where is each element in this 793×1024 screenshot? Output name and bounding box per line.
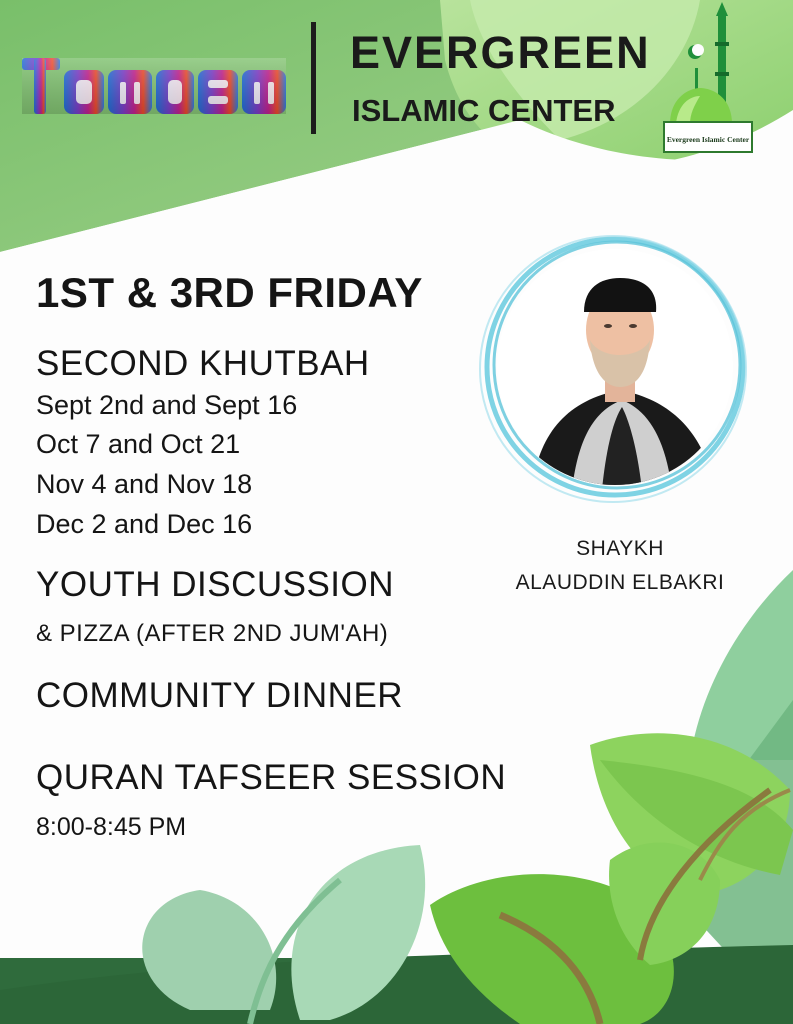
- youth-note: & PIZZA (AFTER 2ND JUM'AH): [36, 620, 389, 647]
- logo-text: TAWASAW: [154, 126, 159, 127]
- date-line: Nov 4 and Nov 18: [36, 469, 253, 499]
- date-line: Sept 2nd and Sept 16: [36, 390, 298, 420]
- mosque-logo: [660, 2, 755, 154]
- speaker-portrait: [470, 222, 760, 512]
- date-line: Dec 2 and Dec 16: [36, 509, 253, 539]
- dinner-title: COMMUNITY DINNER: [36, 676, 404, 715]
- org-subtitle: ISLAMIC CENTER: [352, 93, 616, 128]
- date-line: Oct 7 and Oct 21: [36, 429, 241, 459]
- tawasaw-logo: [18, 40, 290, 128]
- speaker-name: ALAUDDIN ELBAKRI: [515, 571, 725, 594]
- badge-text: Evergreen Islamic Center: [666, 135, 750, 144]
- speaker-title: SHAYKH: [576, 537, 664, 560]
- tafseer-time: 8:00-8:45 PM: [36, 813, 187, 841]
- tafseer-title: QURAN TAFSEER SESSION: [36, 758, 507, 797]
- org-name: EVERGREEN: [350, 27, 651, 78]
- headline: 1ST & 3RD FRIDAY: [36, 269, 423, 316]
- youth-title: YOUTH DISCUSSION: [36, 565, 395, 604]
- header-divider: [311, 22, 316, 134]
- khutbah-title: SECOND KHUTBAH: [36, 344, 370, 383]
